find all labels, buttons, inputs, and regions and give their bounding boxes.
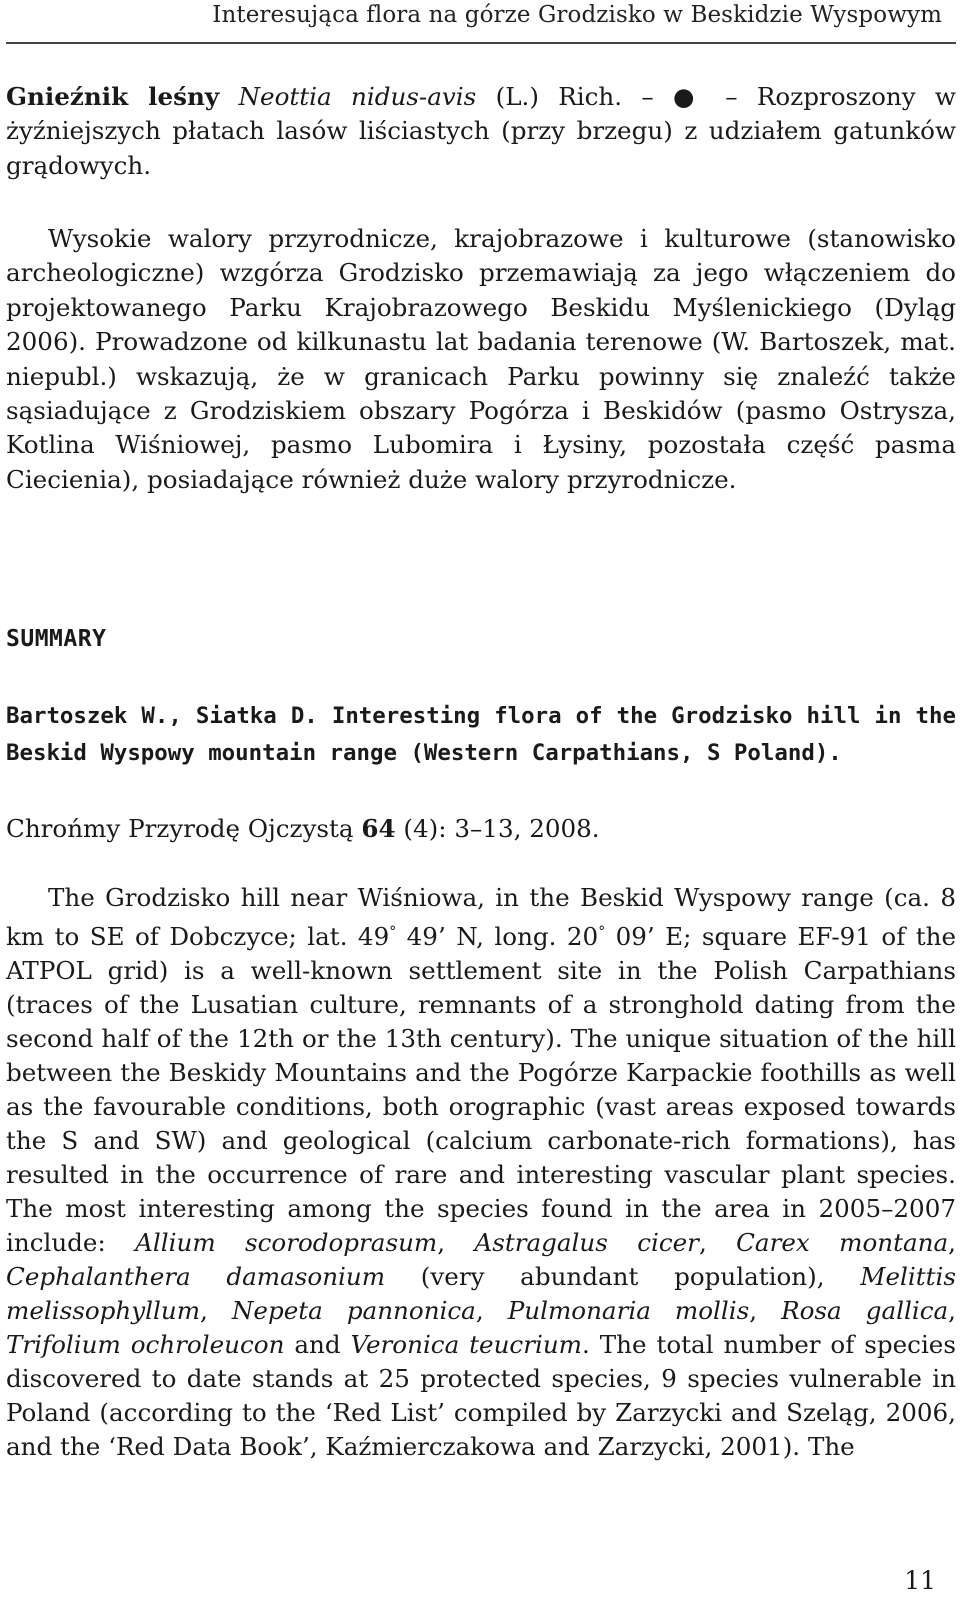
separator: , <box>948 1228 956 1257</box>
taxon-name: Astragalus cicer <box>474 1228 699 1257</box>
abstract-paragraph <box>6 881 956 1464</box>
journal-volume: 64 <box>361 814 396 843</box>
taxon-name: Veronica teucrium <box>350 1330 582 1359</box>
running-head: Interesująca flora na górze Grodzisko w Beskidzie Wyspowym <box>212 2 942 28</box>
separator: (very abundant population), <box>385 1262 861 1291</box>
body-paragraph: Wysokie walory przyrodnicze, krajobrazowe i kulturowe (stanowisko archeologiczne) wzgórza Grodzisko przemawiają za jego włączeniem do projektowanego Parku Krajobrazowego Beskidu Myślenickiego (Dyląg 2006). Prowadzone od kilkunastu lat badania terenowe (W. Bartoszek, mat. niepubl.) wskazują, że w granicach Parku powinny się znaleźć także sąsiadujące z Grodziskiem obszary Pogórza i Beskidów (pasmo Ostrysza, Kotlina Wiśniowej, pasmo Lubomira i Łysiny, pozostała część pasma Ciecienia), posiadające również duże walory przyrodnicze. <box>6 224 956 494</box>
species-name-latin: Neottia nidus-avis <box>238 82 477 111</box>
page-number: 11 <box>904 1566 936 1595</box>
journal-issue: (4): 3–13, 2008. <box>403 814 600 843</box>
separator: and <box>284 1330 351 1359</box>
taxon-name: Pulmonaria mollis <box>507 1296 750 1325</box>
frequency-symbol: – ● – <box>641 82 738 111</box>
journal-name: Chrońmy Przyrodę Ojczystą <box>6 814 354 843</box>
separator: , <box>698 1228 737 1257</box>
species-entry <box>6 80 956 183</box>
abstract-text: . The total number of species discovered to date stands at 25 protected species, 9 species vulnerable in Poland (according to the ‘Red List’ compiled by Zarzycki and Szeląg, 2006, and the ‘Red Data Book’, Kaźmierczakowa and Zarzycki, 2001). The <box>6 1330 956 1461</box>
taxon-name: Melittis melissophyllum <box>6 1262 956 1325</box>
taxon-name: Carex montana <box>736 1228 949 1257</box>
taxon-name: Nepeta pannonica <box>231 1296 476 1325</box>
header-rule <box>6 42 956 44</box>
species-name-pl: Gnieźnik leśny <box>6 82 220 111</box>
species-authority: (L.) Rich. <box>495 82 623 111</box>
citation-title: Bartoszek W., Siatka D. Interesting flora of the Grodzisko hill in the Beskid Wyspowy mountain range (Western Carpathians, S Poland). <box>6 703 956 766</box>
separator: , <box>437 1228 475 1257</box>
journal-reference <box>6 812 600 846</box>
separator: , <box>948 1296 956 1325</box>
separator: , <box>749 1296 782 1325</box>
taxon-name: Allium scorodoprasum <box>135 1228 438 1257</box>
abstract-text: 09’ E; square EF-91 of the ATPOL grid) is a well-known settlement site in the Polish Carpathians (traces of the Lusatian culture, remnants of a stronghold dating from the second half of the 12th or the 13th century). The unique situation of the hill between the Beskidy Mountains and the Pogórze Karpackie foothills as well as the favourable conditions, both orographic (vast areas exposed towards the S and SW) and geological (calcium carbonate-rich formations), has resulted in the occurrence of rare and interesting vascular plant species. The most interesting among the species found in the area in 2005–2007 include: <box>6 922 957 1257</box>
species-description: Rozproszony w żyźniejszych płatach lasów liściastych (przy brzegu) z udziałem gatunków grądowych. <box>6 82 956 180</box>
separator: , <box>200 1296 232 1325</box>
summary-heading: SUMMARY <box>6 626 107 652</box>
taxon-name: Rosa gallica <box>781 1296 949 1325</box>
taxon-name: Cephalanthera damasonium <box>6 1262 386 1291</box>
abstract-text: The Grodzisko hill near Wiśniowa, in the Beskid Wyspowy range (ca. 8 km to SE of Dobczyce; lat. 49 <box>6 883 956 951</box>
abstract-text: 49’ N, long. 20 <box>396 922 599 951</box>
separator: , <box>475 1296 508 1325</box>
degree-sign: ° <box>598 924 606 940</box>
degree-sign: ° <box>389 924 397 940</box>
taxon-name: Trifolium ochroleucon <box>6 1330 285 1359</box>
